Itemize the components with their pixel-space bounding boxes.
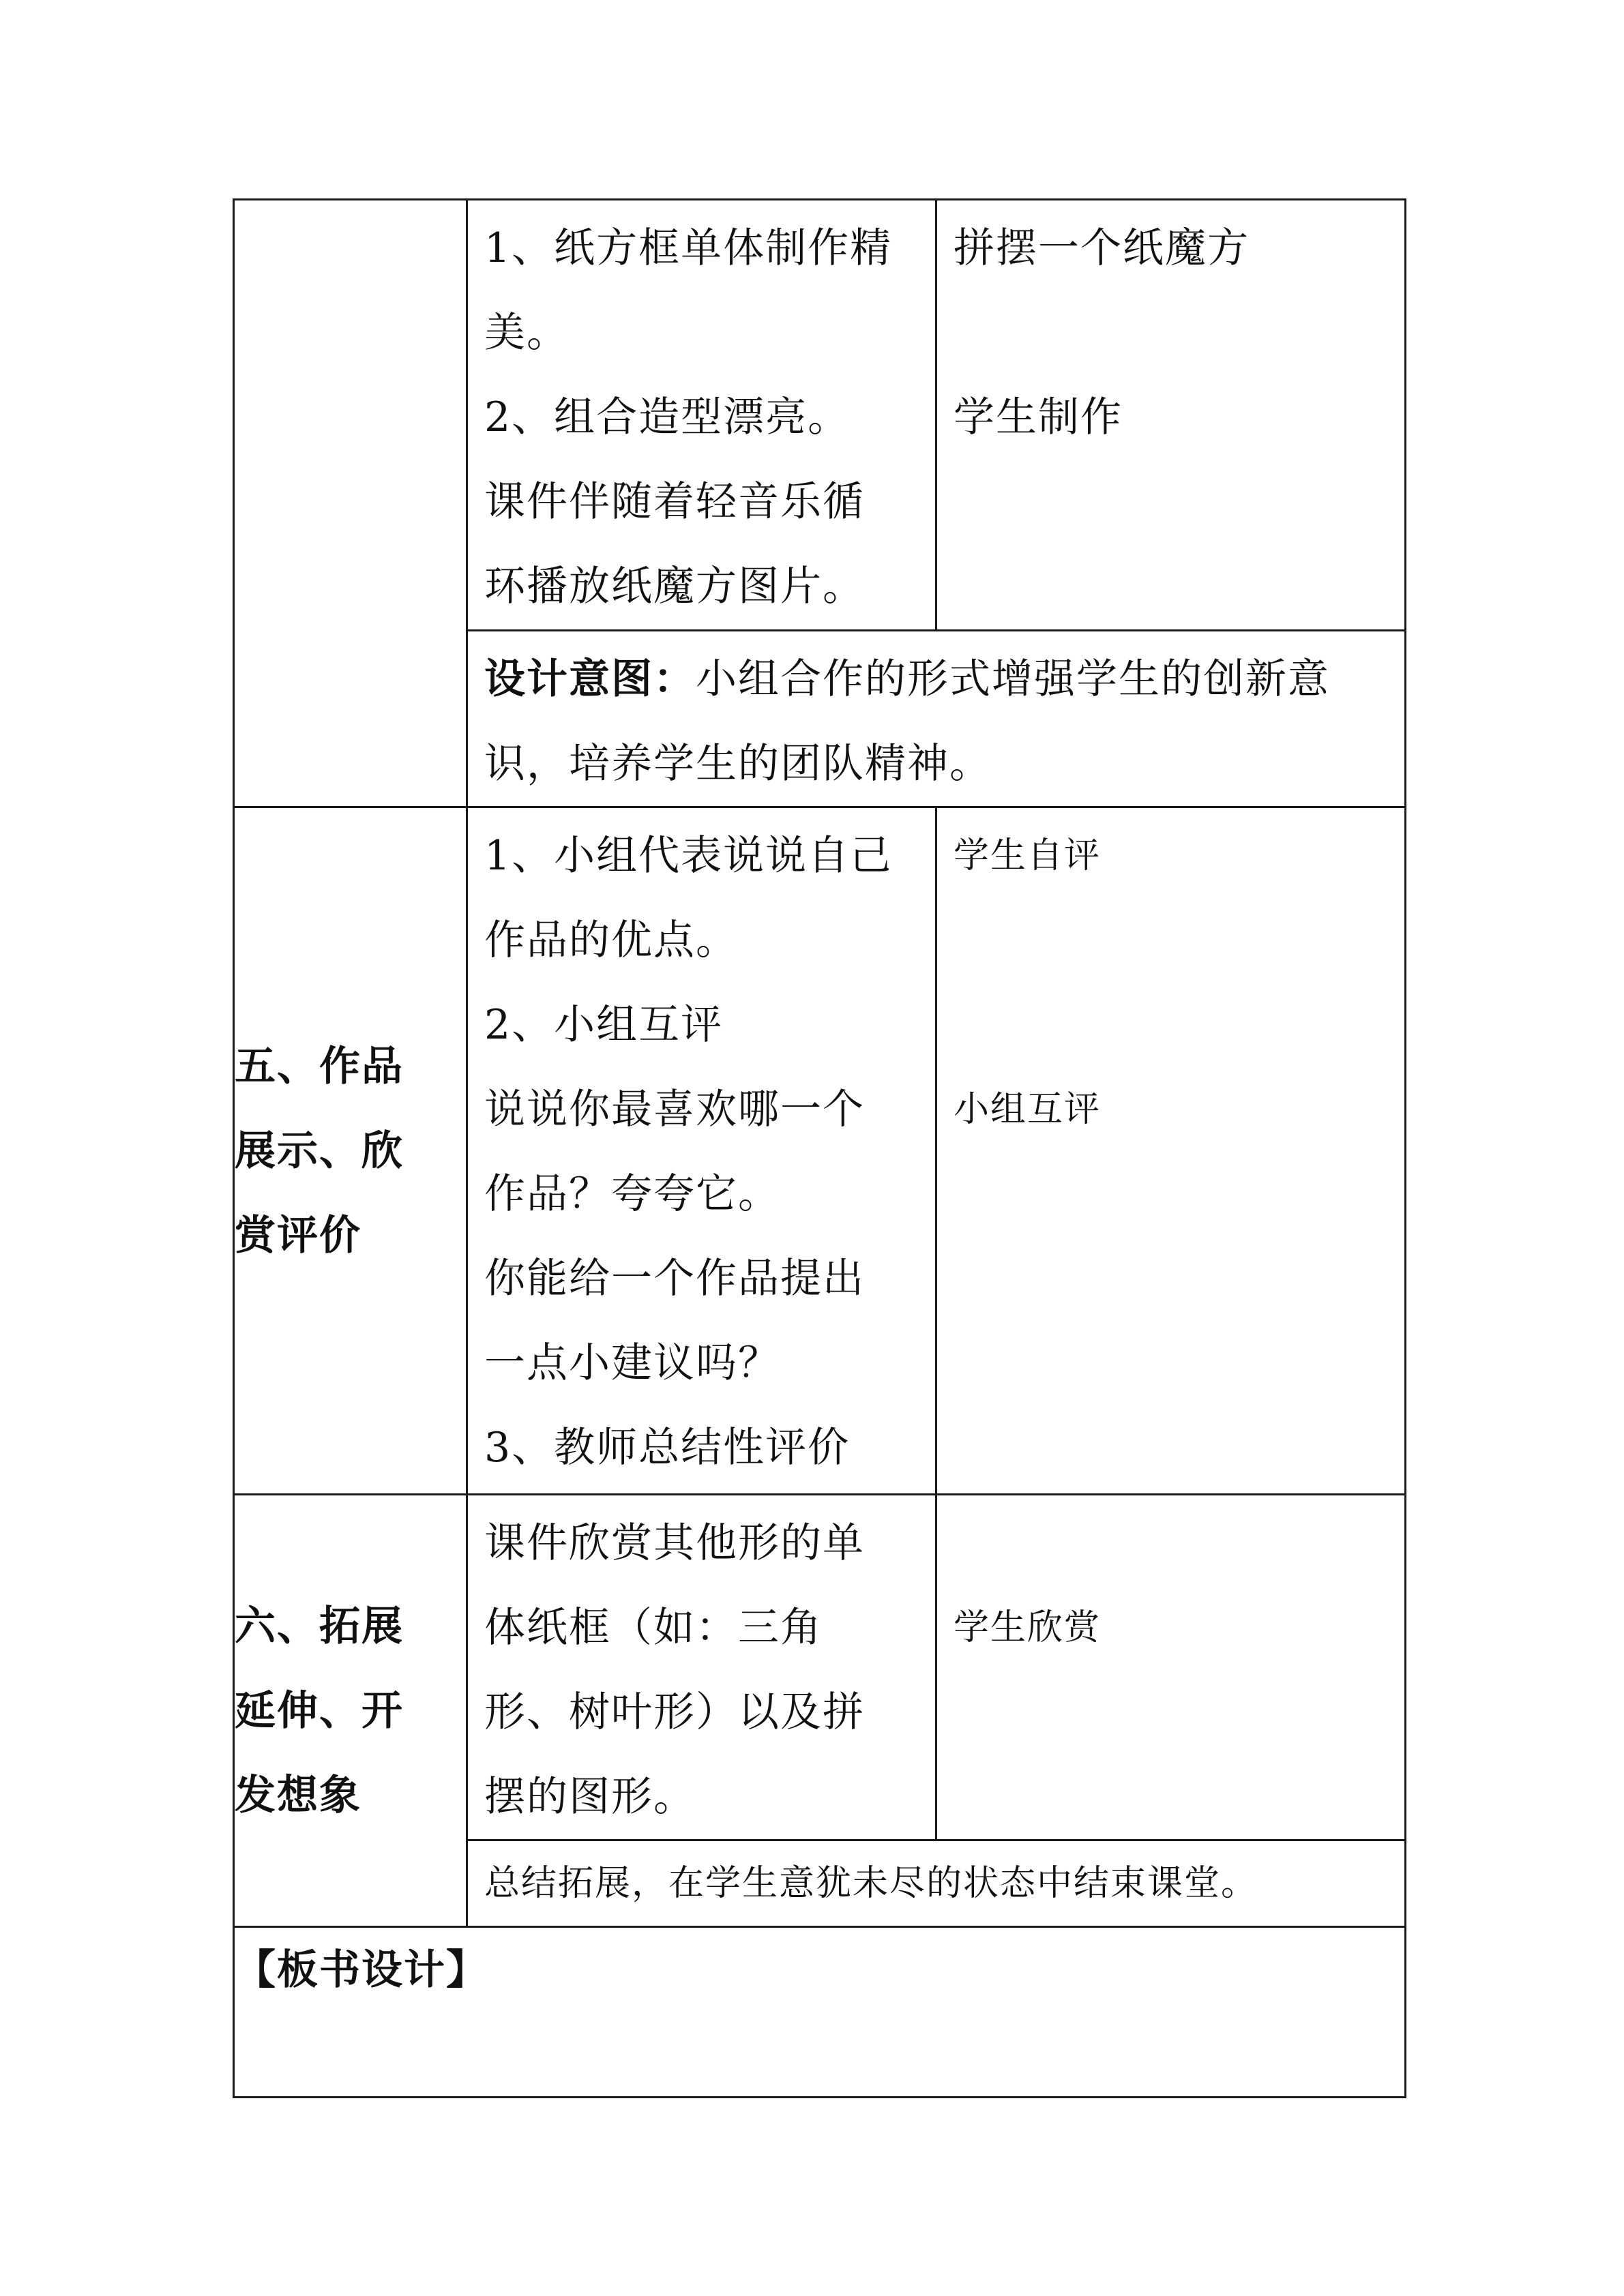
content-line: 环播放纸魔方图片。 xyxy=(484,563,865,610)
content-line: 课件欣赏其他形的单 xyxy=(484,1519,865,1567)
content-line: 2、组合造型漂亮。 xyxy=(484,393,851,441)
content-line: 1、小组代表说说自己 xyxy=(484,832,893,880)
content-line: 作品？夸夸它。 xyxy=(484,1170,780,1218)
content-cell xyxy=(467,807,936,1495)
lesson-plan-table xyxy=(233,198,1406,2098)
content-line: 体纸框（如：三角 xyxy=(484,1604,823,1652)
stage-cell-section5 xyxy=(234,807,467,1495)
content-cell xyxy=(467,200,936,631)
student-cell xyxy=(936,807,1406,1495)
content-line: 一点小建议吗？ xyxy=(484,1339,780,1387)
student-activity: 学生制作 xyxy=(954,393,1123,441)
student-cell xyxy=(936,1495,1406,1840)
content-line: 形、树叶形）以及拼 xyxy=(484,1688,865,1736)
board-design-title: 【板书设计】 xyxy=(235,1946,488,1994)
table-row xyxy=(234,1495,1406,1840)
content-line: 你能给一个作品提出 xyxy=(484,1255,865,1302)
stage-cell-empty xyxy=(234,200,467,807)
stage-title-line: 赏评价 xyxy=(235,1211,361,1259)
design-intent-text: 识，培养学生的团队精神。 xyxy=(484,740,992,788)
content-cell xyxy=(467,1495,936,1840)
table-row xyxy=(234,1927,1406,2098)
content-line: 摆的图形。 xyxy=(484,1773,696,1821)
stage-title-line: 延伸、开 xyxy=(235,1686,404,1735)
table-row xyxy=(234,200,1406,631)
content-line: 3、教师总结性评价 xyxy=(484,1424,851,1472)
stage-title-line: 发想象 xyxy=(235,1771,361,1819)
design-intent-label: 设计意图： xyxy=(484,655,696,703)
stage-title-line: 展示、欣 xyxy=(235,1127,404,1175)
student-activity: 学生欣赏 xyxy=(954,1607,1102,1648)
stage-title-line: 六、拓展 xyxy=(235,1602,404,1650)
content-line: 美。 xyxy=(484,309,569,357)
student-activity: 学生自评 xyxy=(954,835,1102,876)
student-activity: 小组互评 xyxy=(954,1089,1102,1130)
content-line: 课件伴随着轻音乐循 xyxy=(484,478,865,526)
summary-cell xyxy=(467,1840,1406,1927)
student-activity: 拼摆一个纸魔方 xyxy=(954,224,1250,272)
design-intent-text: 小组合作的形式增强学生的创新意 xyxy=(696,655,1330,703)
board-design-cell xyxy=(234,1927,1406,2098)
content-line: 2、小组互评 xyxy=(484,1001,724,1049)
design-intent-cell xyxy=(467,631,1406,807)
stage-cell-section6 xyxy=(234,1495,467,1927)
student-cell xyxy=(936,200,1406,631)
table-row xyxy=(234,807,1406,1495)
content-line: 1、纸方框单体制作精 xyxy=(484,224,893,272)
content-line: 说说你最喜欢哪一个 xyxy=(484,1086,865,1133)
stage-title-line: 五、作品 xyxy=(235,1042,404,1090)
content-line: 作品的优点。 xyxy=(484,916,738,964)
summary-text: 总结拓展，在学生意犹未尽的状态中结束课堂。 xyxy=(484,1863,1258,1904)
